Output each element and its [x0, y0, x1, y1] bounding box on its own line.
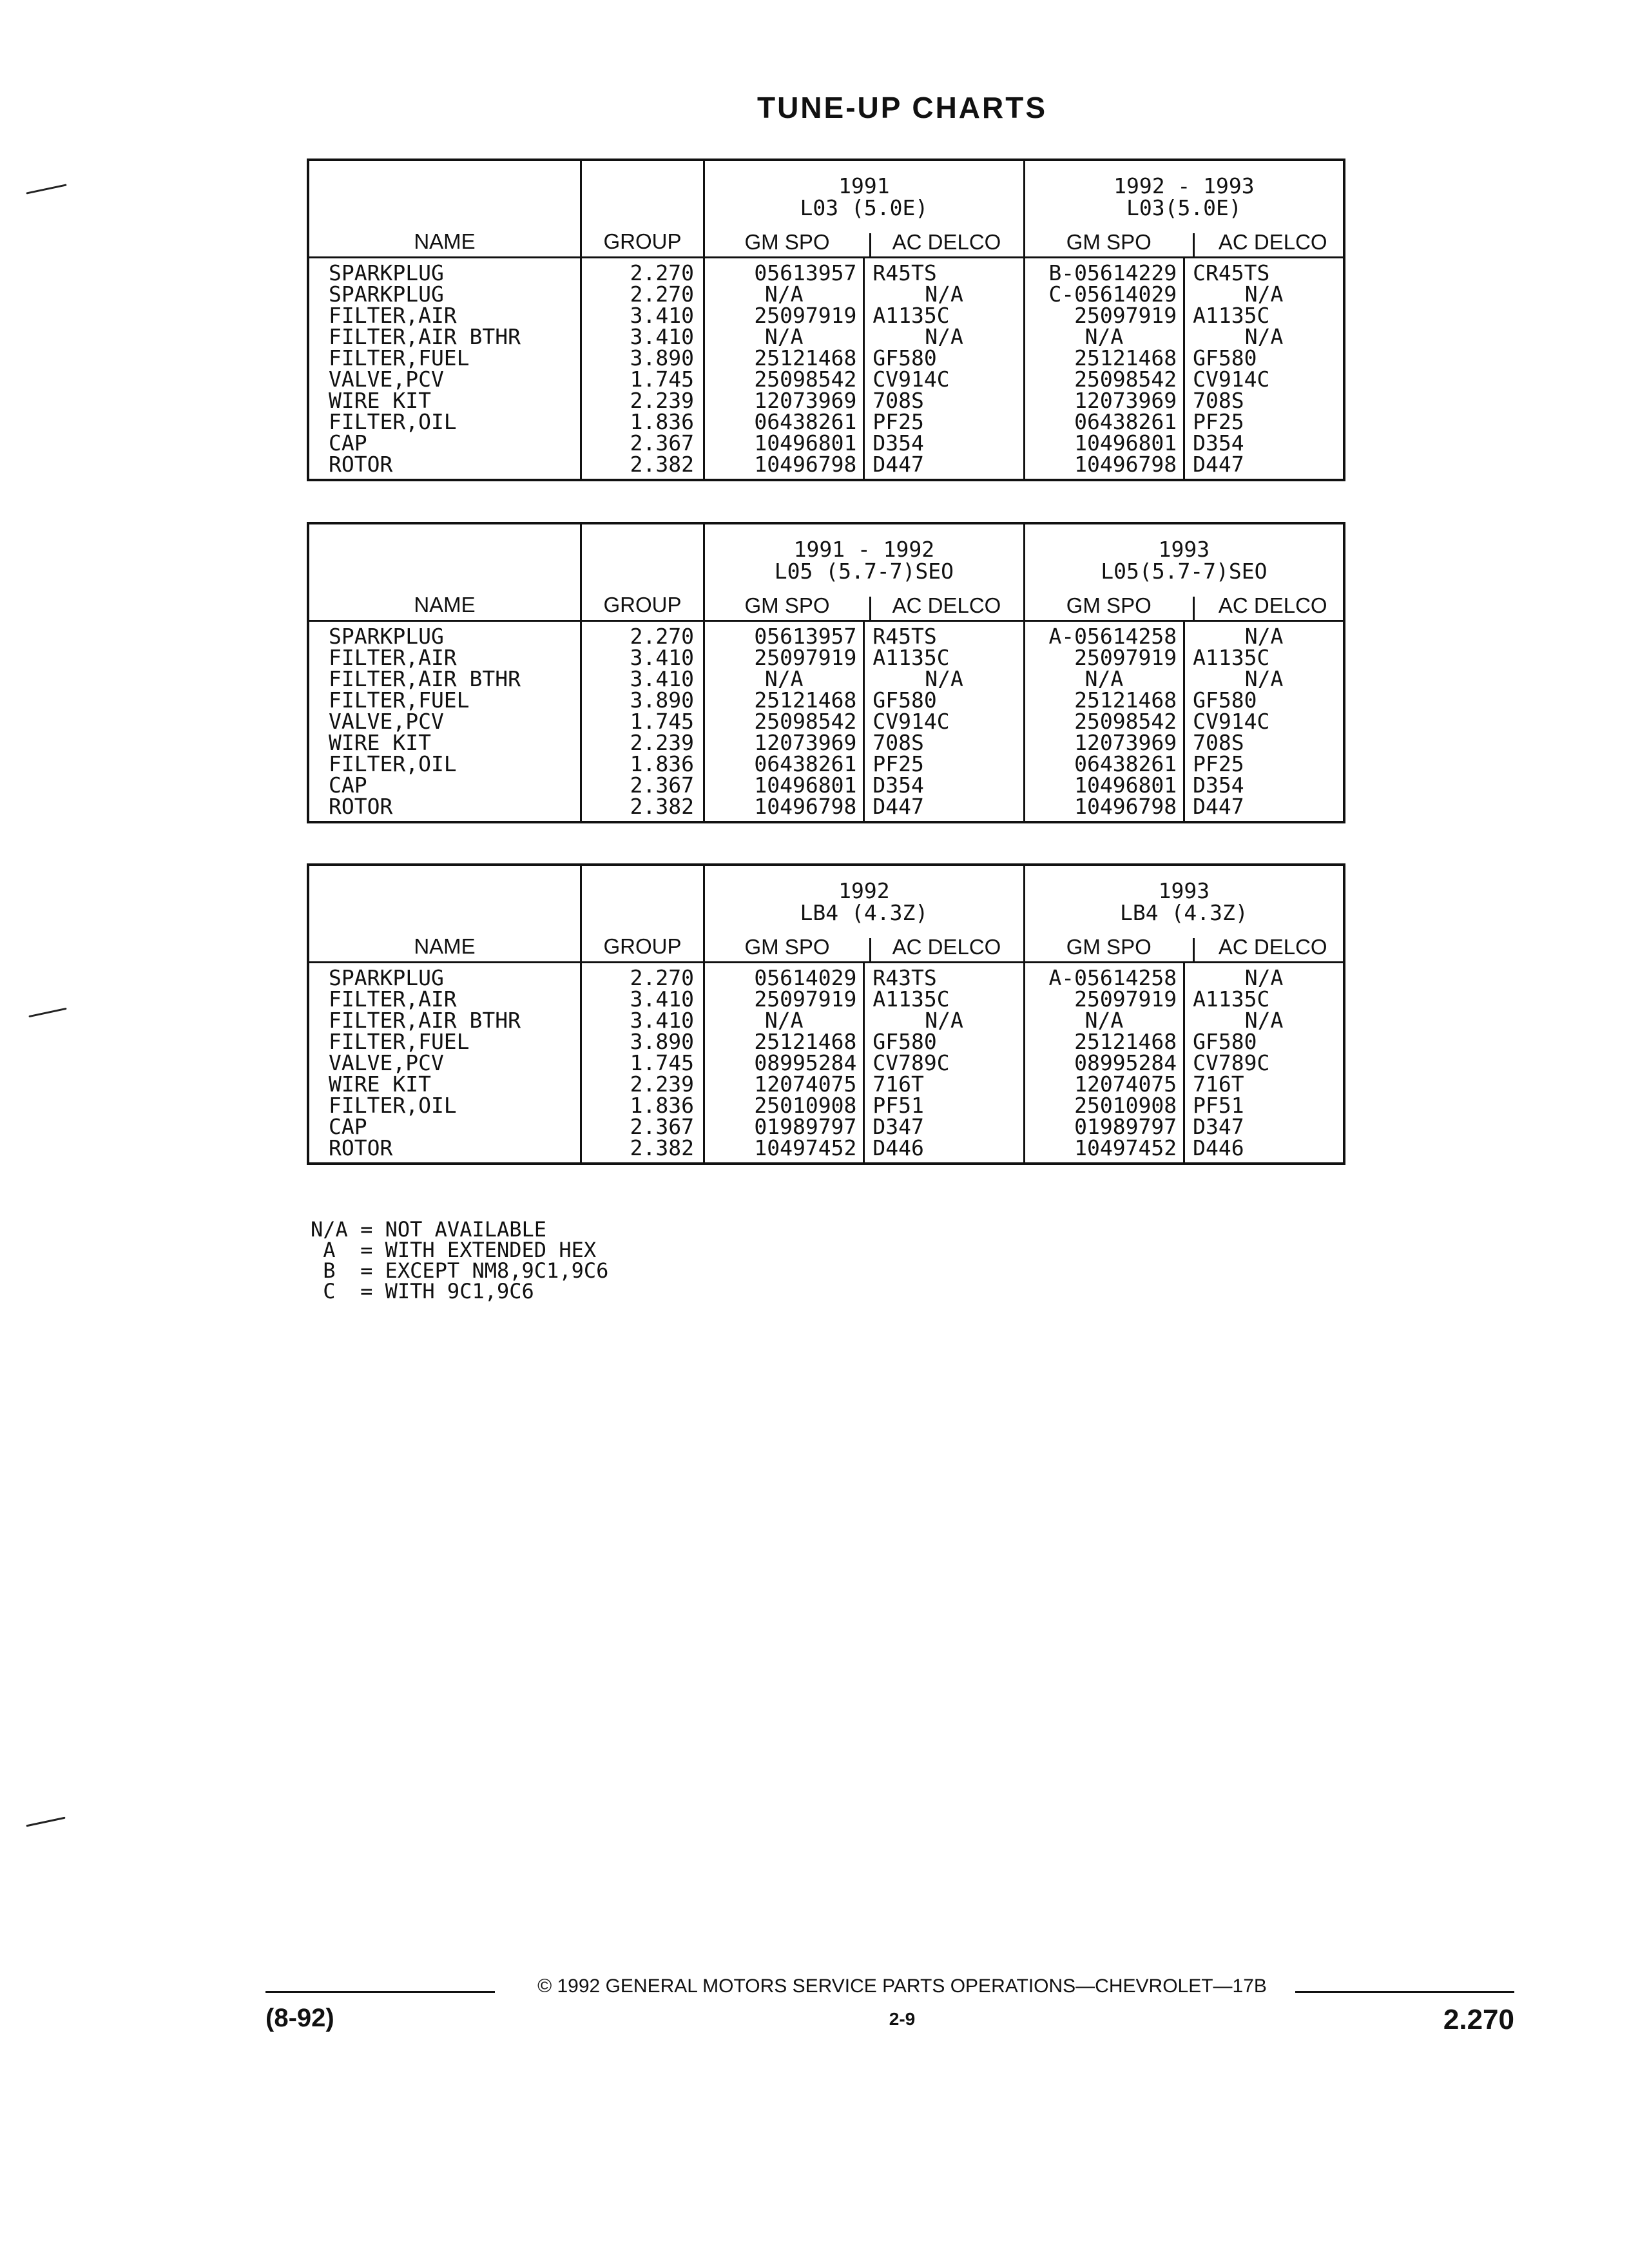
table-cell-gm1: 10496801 — [754, 773, 857, 798]
legend — [311, 1219, 608, 1302]
group-header: GROUP — [603, 593, 682, 617]
table-cell-gm2: N/A — [1084, 1008, 1124, 1033]
table-cell-ac1: D347 — [872, 1114, 924, 1139]
table-cell-group: 2.270 — [630, 282, 694, 307]
table-cell-name: WIRE KIT — [329, 730, 431, 755]
table-cell-ac2: A1135C — [1193, 303, 1270, 328]
table-cell-gm2: 01989797 — [1074, 1114, 1177, 1139]
table-cell-name: WIRE KIT — [329, 388, 431, 413]
table-cell-gm2: 25010908 — [1074, 1093, 1177, 1118]
table-cell-gm2: 25098542 — [1074, 367, 1177, 392]
scan-mark — [26, 184, 66, 194]
table-cell-gm2: A-05614258 — [1048, 624, 1177, 649]
table-cell-ac1: N/A — [925, 1008, 963, 1033]
table-cell-ac2: D446 — [1193, 1135, 1244, 1160]
table-cell-gm1: 05613957 — [754, 624, 857, 649]
table-cell-ac1: GF580 — [872, 687, 937, 713]
table-cell-group: 1.745 — [630, 709, 694, 734]
table-cell-name: VALVE,PCV — [329, 709, 444, 734]
table-cell-ac1: D446 — [872, 1135, 924, 1160]
table-cell-name: SPARKPLUG — [329, 282, 444, 307]
ac-delco-header-left: AC DELCO — [892, 230, 1001, 254]
table-cell-ac1: GF580 — [872, 1029, 937, 1054]
table-cell-gm2: A-05614258 — [1048, 965, 1177, 990]
table-cell-gm1: 12074075 — [754, 1072, 857, 1097]
footer-copyright: © 1992 GENERAL MOTORS SERVICE PARTS OPERATIONS—CHEVROLET—17B — [537, 1975, 1267, 1997]
table-cell-group: 2.367 — [630, 773, 694, 798]
gm-spo-header-right: GM SPO — [1066, 935, 1152, 959]
page-title: TUNE-UP CHARTS — [757, 91, 1048, 124]
table-cell-group: 2.239 — [630, 388, 694, 413]
table-cell-ac1: D447 — [872, 452, 924, 477]
table-cell-ac2: 716T — [1193, 1072, 1244, 1097]
table-cell-ac2: N/A — [1244, 1008, 1284, 1033]
table-cell-name: CAP — [329, 1114, 367, 1139]
table-cell-ac2: D447 — [1193, 794, 1244, 819]
table-cell-name: FILTER,AIR BTHR — [329, 324, 521, 349]
table-cell-group: 3.890 — [630, 345, 694, 370]
table-cell-group: 2.382 — [630, 452, 694, 477]
table-cell-ac1: D354 — [872, 430, 924, 456]
table-cell-name: VALVE,PCV — [329, 1050, 444, 1075]
table-cell-gm2: 25121468 — [1074, 687, 1177, 713]
gm-spo-header-right: GM SPO — [1066, 230, 1152, 254]
table-cell-gm1: N/A — [764, 1008, 804, 1033]
table-cell-name: WIRE KIT — [329, 1072, 431, 1097]
footer-rule-right — [1295, 1991, 1514, 1993]
table-cell-ac2: N/A — [1244, 324, 1284, 349]
table-cell-gm1: 12073969 — [754, 730, 857, 755]
table-cell-group: 2.239 — [630, 730, 694, 755]
table-cell-ac1: CV914C — [872, 709, 950, 734]
table-cell-gm1: 01989797 — [754, 1114, 857, 1139]
table-cell-ac1: R45TS — [872, 260, 937, 285]
table-cell-group: 3.890 — [630, 1029, 694, 1054]
legend-item-c: C = WITH 9C1,9C6 — [311, 1279, 534, 1303]
table-cell-gm2: 10497452 — [1074, 1135, 1177, 1160]
table-cell-ac1: D354 — [872, 773, 924, 798]
table-cell-group: 3.410 — [630, 324, 694, 349]
ac-delco-header-right: AC DELCO — [1218, 935, 1327, 959]
table-cell-group: 1.745 — [630, 367, 694, 392]
table-cell-ac1: CV914C — [872, 367, 950, 392]
table-cell-gm1: N/A — [764, 324, 804, 349]
table-cell-name: FILTER,FUEL — [329, 1029, 470, 1054]
table-cell-name: VALVE,PCV — [329, 367, 444, 392]
table-cell-name: FILTER,AIR — [329, 303, 457, 328]
ac-delco-header-right: AC DELCO — [1218, 593, 1327, 617]
table-cell-ac1: 708S — [872, 388, 924, 413]
table-cell-name: ROTOR — [329, 1135, 393, 1160]
table-cell-gm2: 06438261 — [1074, 409, 1177, 434]
scan-mark — [28, 1008, 66, 1017]
table-cell-group: 2.382 — [630, 794, 694, 819]
table-cell-name: FILTER,AIR BTHR — [329, 1008, 521, 1033]
table-cell-ac1: PF25 — [872, 751, 924, 776]
gm-spo-header-right: GM SPO — [1066, 593, 1152, 617]
table-cell-group: 1.836 — [630, 409, 694, 434]
table-cell-group: 3.410 — [630, 303, 694, 328]
group-header: GROUP — [603, 934, 682, 958]
table-cell-ac2: CV914C — [1193, 709, 1270, 734]
table-cell-ac2: PF25 — [1193, 751, 1244, 776]
table-cell-ac2: PF25 — [1193, 409, 1244, 434]
table-cell-gm2: 10496801 — [1074, 430, 1177, 456]
gm-spo-header-left: GM SPO — [744, 935, 830, 959]
table-cell-gm1: 25098542 — [754, 709, 857, 734]
table-cell-name: ROTOR — [329, 794, 393, 819]
legend-item-b: B = EXCEPT NM8,9C1,9C6 — [311, 1258, 609, 1283]
name-header: NAME — [414, 593, 476, 617]
table-cell-ac1: 716T — [872, 1072, 924, 1097]
name-header: NAME — [414, 229, 476, 253]
table-cell-gm2: 25121468 — [1074, 345, 1177, 370]
table-cell-name: FILTER,OIL — [329, 1093, 457, 1118]
table-cell-gm1: 12073969 — [754, 388, 857, 413]
table-cell-group: 1.745 — [630, 1050, 694, 1075]
table-cell-gm2: 12073969 — [1074, 388, 1177, 413]
table-cell-ac2: N/A — [1244, 965, 1284, 990]
table-cell-name: CAP — [329, 773, 367, 798]
table-cell-group: 2.270 — [630, 260, 694, 285]
table-cell-ac2: 708S — [1193, 730, 1244, 755]
table-cell-gm2: N/A — [1084, 666, 1124, 691]
table-cell-gm2: 06438261 — [1074, 751, 1177, 776]
table-cell-gm2: 12074075 — [1074, 1072, 1177, 1097]
table-cell-group: 3.410 — [630, 666, 694, 691]
table-cell-gm2: 25097919 — [1074, 986, 1177, 1012]
table-cell-gm1: N/A — [764, 666, 804, 691]
table-cell-gm1: 25097919 — [754, 645, 857, 670]
table-cell-ac2: D447 — [1193, 452, 1244, 477]
year-header-left: 1991 — [838, 173, 890, 198]
table-cell-gm2: 12073969 — [1074, 730, 1177, 755]
table-cell-group: 2.382 — [630, 1135, 694, 1160]
table-cell-ac2: D354 — [1193, 430, 1244, 456]
table-cell-name: CAP — [329, 430, 367, 456]
table-cell-ac2: N/A — [1244, 624, 1284, 649]
table-cell-gm2: N/A — [1084, 324, 1124, 349]
table-cell-gm2: 25097919 — [1074, 303, 1177, 328]
table-cell-name: FILTER,OIL — [329, 751, 457, 776]
table-cell-gm1: 05613957 — [754, 260, 857, 285]
year-header-right: 1993 — [1158, 537, 1210, 562]
table-cell-gm2: 08995284 — [1074, 1050, 1177, 1075]
table-cell-ac2: 708S — [1193, 388, 1244, 413]
table-cell-ac1: A1135C — [872, 986, 950, 1012]
engine-header-left: L05 (5.7-7)SEO — [774, 559, 954, 584]
table-cell-ac1: A1135C — [872, 303, 950, 328]
table-cell-gm1: 10496798 — [754, 452, 857, 477]
table-cell-gm1: 25121468 — [754, 687, 857, 713]
table-cell-gm1: 05614029 — [754, 965, 857, 990]
table-cell-group: 2.239 — [630, 1072, 694, 1097]
table-cell-name: SPARKPLUG — [329, 260, 444, 285]
table-cell-ac2: CR45TS — [1193, 260, 1270, 285]
table-cell-gm1: 10496801 — [754, 430, 857, 456]
table-cell-ac2: D347 — [1193, 1114, 1244, 1139]
table-cell-gm2: 10496801 — [1074, 773, 1177, 798]
table-cell-group: 2.270 — [630, 965, 694, 990]
footer-rule-left — [265, 1991, 495, 1993]
table-cell-gm1: 06438261 — [754, 751, 857, 776]
table-cell-name: FILTER,FUEL — [329, 345, 470, 370]
table-cell-gm1: N/A — [764, 282, 804, 307]
table-cell-name: SPARKPLUG — [329, 624, 444, 649]
table-cell-ac1: A1135C — [872, 645, 950, 670]
table-cell-ac2: GF580 — [1193, 345, 1257, 370]
table-cell-gm1: 25097919 — [754, 986, 857, 1012]
table-cell-ac1: N/A — [925, 282, 963, 307]
table-cell-name: FILTER,AIR BTHR — [329, 666, 521, 691]
table-cell-ac1: N/A — [925, 324, 963, 349]
table-cell-group: 2.270 — [630, 624, 694, 649]
table-cell-name: ROTOR — [329, 452, 393, 477]
table-cell-name: FILTER,AIR — [329, 645, 457, 670]
table-cell-ac2: GF580 — [1193, 1029, 1257, 1054]
table-cell-ac1: PF25 — [872, 409, 924, 434]
table-cell-gm2: 10496798 — [1074, 452, 1177, 477]
ac-delco-header-left: AC DELCO — [892, 593, 1001, 617]
tune-up-table-l03 — [307, 159, 1345, 481]
table-cell-group: 1.836 — [630, 751, 694, 776]
engine-header-left: L03 (5.0E) — [800, 195, 929, 220]
table-cell-ac2: CV789C — [1193, 1050, 1270, 1075]
engine-header-right: L03(5.0E) — [1126, 195, 1242, 220]
gm-spo-header-left: GM SPO — [744, 593, 830, 617]
gm-spo-header-left: GM SPO — [744, 230, 830, 254]
year-header-right: 1992 - 1993 — [1113, 173, 1255, 198]
table-cell-group: 2.367 — [630, 1114, 694, 1139]
legend-item-na: N/A = NOT AVAILABLE — [311, 1217, 547, 1242]
table-cell-name: FILTER,OIL — [329, 409, 457, 434]
table-cell-gm1: 25121468 — [754, 1029, 857, 1054]
ac-delco-header-right: AC DELCO — [1218, 230, 1327, 254]
table-cell-ac1: CV789C — [872, 1050, 950, 1075]
table-cell-ac2: N/A — [1244, 666, 1284, 691]
tune-up-table-l05 — [307, 522, 1345, 823]
table-cell-ac2: CV914C — [1193, 367, 1270, 392]
table-cell-group: 2.367 — [630, 430, 694, 456]
table-cell-gm2: B-05614229 — [1048, 260, 1177, 285]
table-cell-gm1: 25010908 — [754, 1093, 857, 1118]
table-cell-ac2: A1135C — [1193, 986, 1270, 1012]
table-cell-ac1: R45TS — [872, 624, 937, 649]
table-cell-ac2: N/A — [1244, 282, 1284, 307]
year-header-left: 1992 — [838, 878, 890, 903]
table-cell-group: 3.410 — [630, 986, 694, 1012]
table-cell-gm2: C-05614029 — [1048, 282, 1177, 307]
scan-mark — [26, 1817, 65, 1827]
table-cell-gm2: 25097919 — [1074, 645, 1177, 670]
table-cell-ac2: D354 — [1193, 773, 1244, 798]
table-cell-ac2: PF51 — [1193, 1093, 1244, 1118]
group-header: GROUP — [603, 229, 682, 253]
table-cell-gm1: 25098542 — [754, 367, 857, 392]
ac-delco-header-left: AC DELCO — [892, 935, 1001, 959]
tune-up-table-lb4 — [307, 863, 1345, 1165]
table-cell-gm1: 06438261 — [754, 409, 857, 434]
table-cell-ac1: PF51 — [872, 1093, 924, 1118]
table-cell-gm1: 25121468 — [754, 345, 857, 370]
table-cell-group: 1.836 — [630, 1093, 694, 1118]
table-cell-gm2: 25121468 — [1074, 1029, 1177, 1054]
table-cell-ac1: D447 — [872, 794, 924, 819]
table-cell-ac1: 708S — [872, 730, 924, 755]
engine-header-right: LB4 (4.3Z) — [1120, 900, 1248, 925]
year-header-left: 1991 - 1992 — [793, 537, 935, 562]
footer-page-number: 2-9 — [889, 2009, 916, 2029]
table-cell-gm2: 10496798 — [1074, 794, 1177, 819]
engine-header-left: LB4 (4.3Z) — [800, 900, 929, 925]
engine-header-right: L05(5.7-7)SEO — [1101, 559, 1268, 584]
year-header-right: 1993 — [1158, 878, 1210, 903]
table-cell-ac1: N/A — [925, 666, 963, 691]
table-cell-gm1: 25097919 — [754, 303, 857, 328]
table-cell-ac2: GF580 — [1193, 687, 1257, 713]
footer-section-number: 2.270 — [1443, 2004, 1514, 2035]
legend-item-a: A = WITH EXTENDED HEX — [311, 1238, 597, 1262]
table-cell-gm2: 25098542 — [1074, 709, 1177, 734]
table-cell-group: 3.890 — [630, 687, 694, 713]
table-cell-ac1: GF580 — [872, 345, 937, 370]
footer-date-code: (8-92) — [265, 2004, 334, 2032]
table-cell-name: FILTER,AIR — [329, 986, 457, 1012]
table-cell-gm1: 08995284 — [754, 1050, 857, 1075]
table-cell-group: 3.410 — [630, 645, 694, 670]
table-cell-name: SPARKPLUG — [329, 965, 444, 990]
table-cell-name: FILTER,FUEL — [329, 687, 470, 713]
name-header: NAME — [414, 934, 476, 958]
table-cell-group: 3.410 — [630, 1008, 694, 1033]
table-cell-gm1: 10496798 — [754, 794, 857, 819]
table-cell-ac2: A1135C — [1193, 645, 1270, 670]
table-cell-ac1: R43TS — [872, 965, 937, 990]
table-cell-gm1: 10497452 — [754, 1135, 857, 1160]
